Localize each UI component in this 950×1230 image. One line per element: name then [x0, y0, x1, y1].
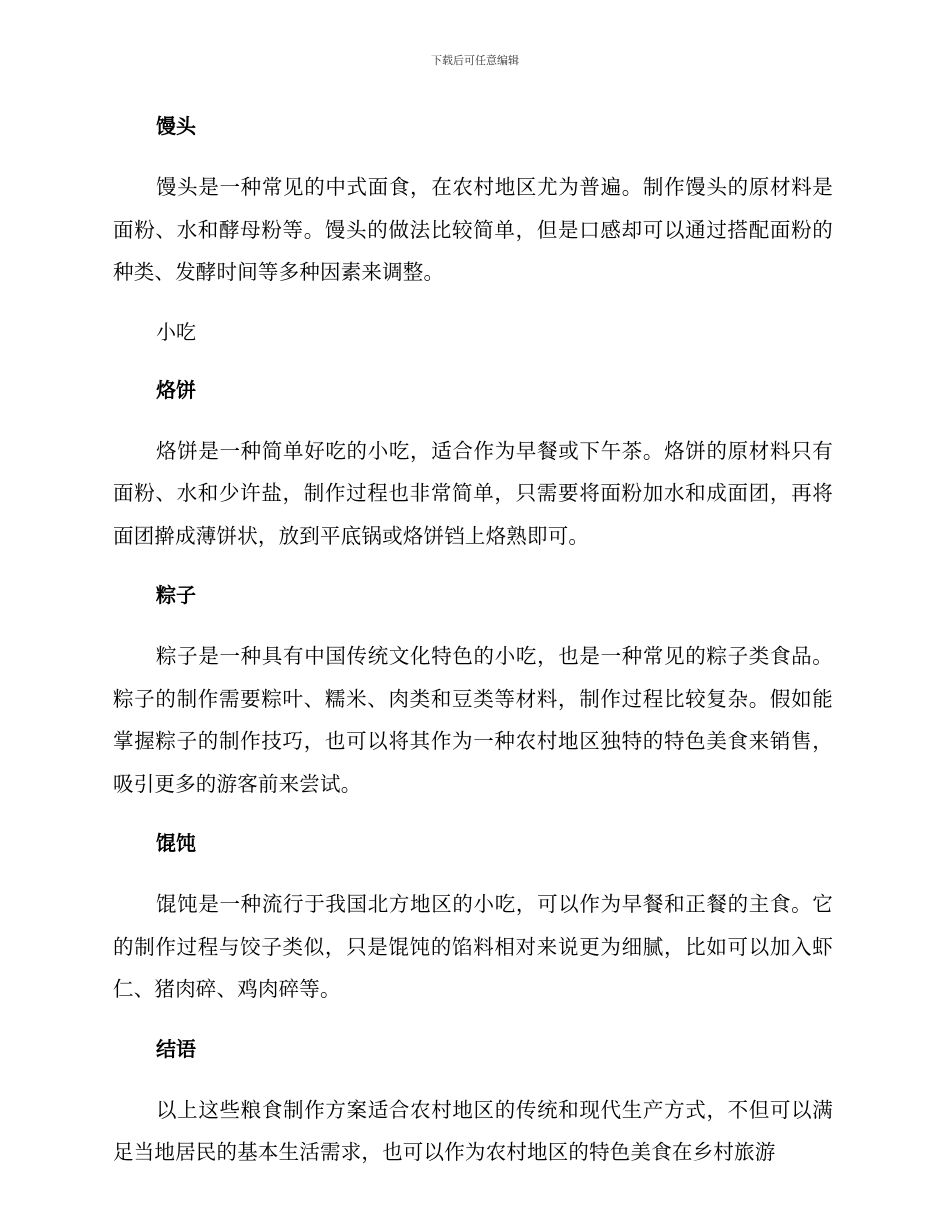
section-heading-laobing: 烙饼 — [156, 377, 196, 402]
section-heading-mantou: 馒头 — [156, 114, 196, 138]
section-heading-zongzi: 粽子 — [156, 583, 196, 607]
section-paragraph-jieyu: 以上这些粮食制作方案适合农村地区的传统和现代生产方式，不但可以满足当地居民的基本生活需求，也可以作为农村地区的特色美食在乡村旅游 — [113, 1097, 833, 1164]
section-paragraph-mantou: 馒头是一种常见的中式面食，在农村地区尤为普遍。制作馒头的原材料是面粉、水和酵母粉等。馒头的做法比较简单，但是口感却可以通过搭配面粉的种类、发酵时间等多种因素来调整。 — [113, 175, 833, 284]
section-paragraph-laobing: 烙饼是一种简单好吃的小吃，适合作为早餐或下午茶。烙饼的原材料只有面粉、水和少许盐，制作过程也非常简单，只需要将面粉加水和成面团，再将面团擀成薄饼状，放到平底锅或烙饼铛上烙熟即可。 — [113, 438, 833, 548]
section-heading-huntun: 馄饨 — [156, 831, 196, 855]
section-heading-jieyu: 结语 — [156, 1036, 196, 1061]
document-body — [113, 108, 833, 1194]
page-header: 下载后可任意编辑 — [431, 54, 519, 67]
section-paragraph-zongzi: 粽子是一种具有中国传统文化特色的小吃，也是一种常见的粽子类食品。粽子的制作需要粽叶、糯米、肉类和豆类等材料，制作过程比较复杂。假如能掌握粽子的制作技巧，也可以将其作为一种农村地区独特的特色美食来销售，吸引更多的游客前来尝试。 — [113, 644, 833, 796]
section-heading-xiaochi: 小吃 — [156, 319, 196, 344]
section-paragraph-huntun: 馄饨是一种流行于我国北方地区的小吃，可以作为早餐和正餐的主食。它的制作过程与饺子类似，只是馄饨的馅料相对来说更为细腻，比如可以加入虾仁、猪肉碎、鸡肉碎等。 — [113, 892, 833, 1001]
